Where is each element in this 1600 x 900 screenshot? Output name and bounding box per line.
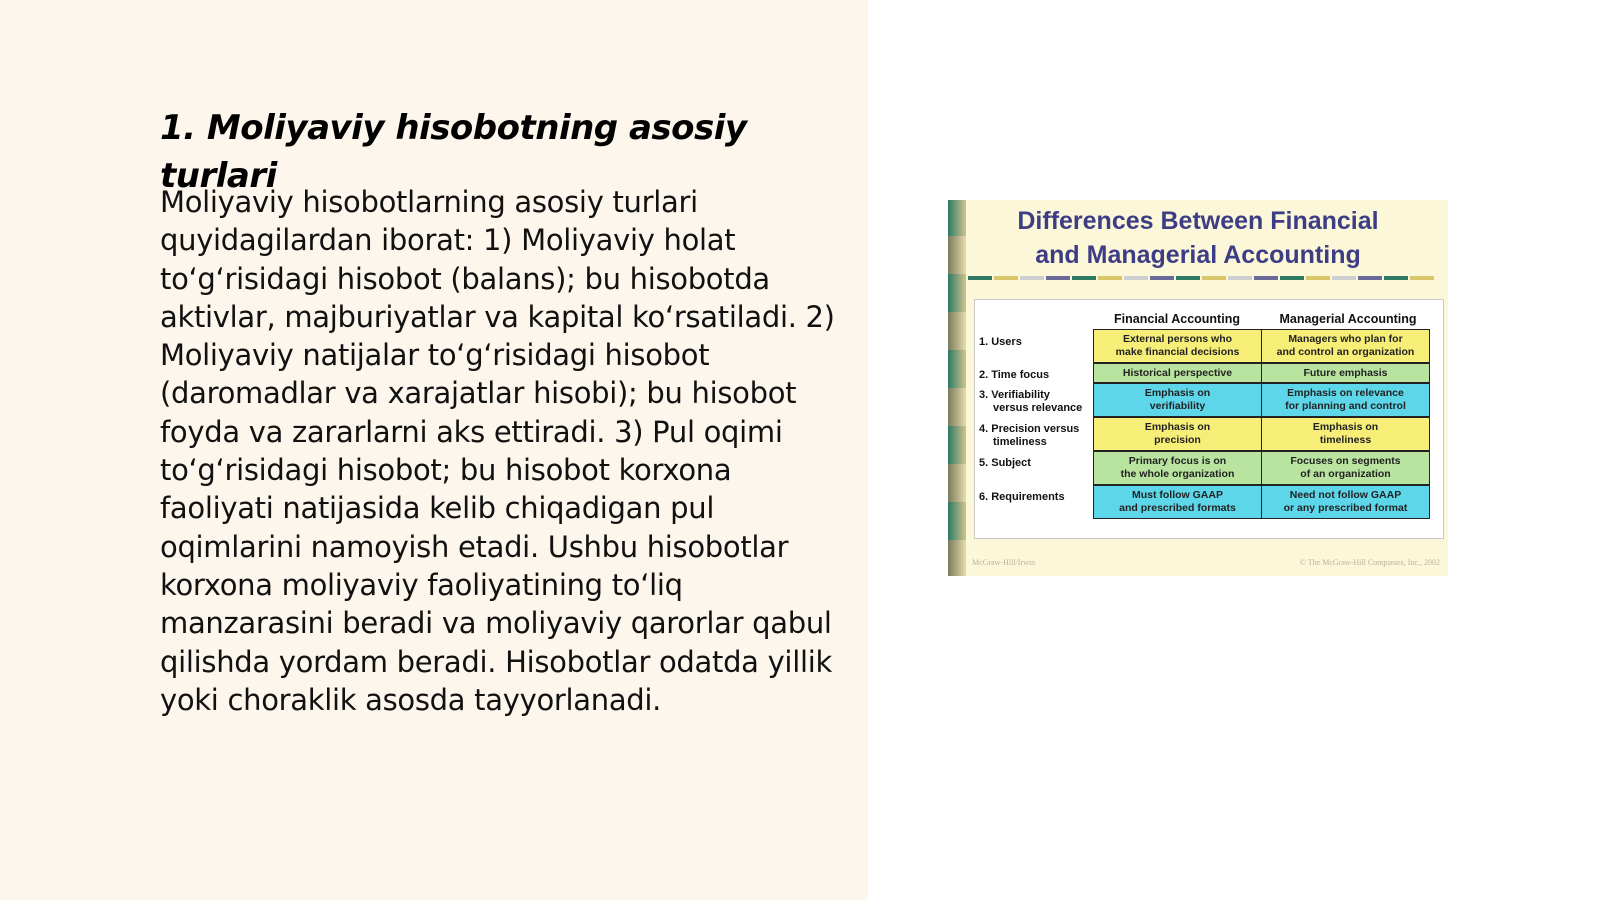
row-label-precision: 4. Precision versus timeliness [979, 423, 1080, 448]
table-cell: Future emphasis [1261, 363, 1430, 383]
table-cell: Managers who plan for and control an organization [1261, 329, 1430, 363]
table-cell: Historical perspective [1093, 363, 1262, 383]
decorative-rule [1358, 276, 1382, 280]
row-label-time-focus: 2. Time focus [979, 369, 1050, 381]
figure-title-line-2: and Managerial Accounting [1035, 241, 1361, 269]
slide-title: 1. Moliyaviy hisobotning asosiy turlari [160, 108, 747, 196]
decorative-rule [1306, 276, 1330, 280]
table-cell: External persons who make financial decisions [1093, 329, 1262, 363]
figure-title-line-1: Differences Between Financial [1017, 207, 1379, 235]
decorative-rule [1410, 276, 1434, 280]
table-cell: Emphasis on verifiability [1093, 383, 1262, 417]
decorative-rule [1384, 276, 1408, 280]
decorative-rule [1046, 276, 1070, 280]
decorative-rule [1280, 276, 1304, 280]
comparison-table [974, 299, 1444, 539]
decorative-rule [1098, 276, 1122, 280]
table-cell: Emphasis on precision [1093, 417, 1262, 451]
table-cell: Emphasis on relevance for planning and control [1261, 383, 1430, 417]
decorative-rule [1072, 276, 1096, 280]
row-label-verifiability: 3. Verifiability versus relevance [979, 389, 1083, 414]
table-cell: Need not follow GAAP or any prescribed format [1261, 485, 1430, 519]
column-header-managerial: Managerial Accounting [1279, 312, 1417, 326]
accounting-differences-figure [948, 200, 1448, 576]
decorative-rule [1150, 276, 1174, 280]
decorative-rule [1202, 276, 1226, 280]
figure-footer-copyright: © The McGraw-Hill Companies, Inc., 2002 [1299, 558, 1440, 567]
decorative-rule [994, 276, 1018, 280]
row-label-requirements: 6. Requirements [979, 491, 1065, 503]
column-header-financial: Financial Accounting [1114, 312, 1240, 326]
figure-title [978, 204, 1418, 272]
table-cell: Primary focus is on the whole organization [1093, 451, 1262, 485]
table-cell: Focuses on segments of an organization [1261, 451, 1430, 485]
table-cell: Emphasis on timeliness [1261, 417, 1430, 451]
decorative-rule [1176, 276, 1200, 280]
decorative-side-bar [948, 200, 966, 576]
decorative-rule [1228, 276, 1252, 280]
figure-footer-publisher: McGraw-Hill/Irwin [972, 558, 1036, 567]
table-cell: Must follow GAAP and prescribed formats [1093, 485, 1262, 519]
decorative-rule [1124, 276, 1148, 280]
decorative-rule [968, 276, 992, 280]
slide-body-text: Moliyaviy hisobotlarning asosiy turlari quyidagilardan iborat: 1) Moliyaviy holat to‘g‘risidagi hisobot (balans); bu hisobotda aktivlar, majburiyatlar va kapital ko‘rsatiladi. 2) Moliyaviy natijalar to‘g‘risidagi hisobot (daromadlar va xarajatlar hisobi); bu hisobot foyda va zararlarni aks ettiradi. 3) Pul oqimi to‘g‘risidagi hisobot; bu hisobot korxona faoliyati natijasida kelib chiqadigan pul oqimlarini namoyish etadi. Ushbu hisobotlar korxona moliyaviy faoliyatining to‘liq manzarasini beradi va moliyaviy qarorlar qabul qilishda yordam beradi. Hisobotlar odatda yillik yoki choraklik asosda tayyorlanadi. [160, 185, 835, 717]
row-label-users: 1. Users [979, 336, 1022, 348]
decorative-rule [1254, 276, 1278, 280]
decorative-rule [1332, 276, 1356, 280]
decorative-rule [1020, 276, 1044, 280]
row-label-subject: 5. Subject [979, 457, 1031, 469]
